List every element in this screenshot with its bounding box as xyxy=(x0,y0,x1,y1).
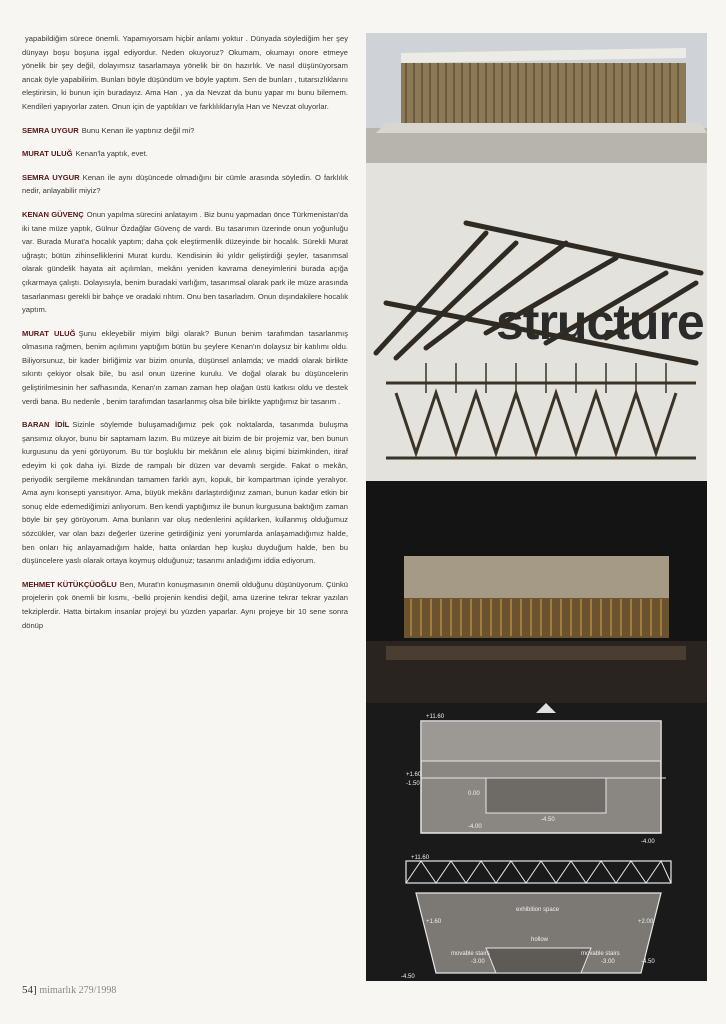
paragraph-text: yapabildiğim sürece önemli. Yapamıyorsam hiçbir anlamı yoktur . Dünyada söylediğim her şey dünyayı boşu boşuna işgal ediyordur. Neden okuyoruz? Okumam, okumayı onore etmeye yönelik bir şey değil, dolayımsız tasarlamaya yönelik bir ön hazırlık. Ve nasıl düşünüyorsam ancak öyle yapabilirim. Bunları böyle düşündüm ve böyle yaptım. Sen de bunları , tutarsızlıklarını eleştirirsin, ki bunun için buradayız. Ama Han , ya da Nevzat da bunu yapar mı bunu bilemem. Kendileri yapıyorlar zaten. Onun için de yaptıkları ve farklılıklarıyla Han ve Nevzat oluyorlar. xyxy=(22,34,348,111)
level-label: +2.00 xyxy=(638,919,654,925)
level-label: +11.60 xyxy=(411,855,430,861)
night-model-photo xyxy=(366,481,707,703)
speaker-name: BARAN İDİL xyxy=(22,420,70,430)
speaker-name: MURAT ULUĞ xyxy=(22,328,76,338)
paragraph xyxy=(22,124,348,138)
level-label: -3.00 xyxy=(601,959,615,965)
speaker-name: SEMRA UYGUR xyxy=(22,125,79,135)
paragraph xyxy=(22,327,348,409)
page-footer: 54] mimarlık 279/1998 xyxy=(22,984,117,996)
image-column xyxy=(366,33,707,981)
space-label: hollow xyxy=(531,937,549,943)
paragraph xyxy=(22,32,348,114)
level-label: -1.50 xyxy=(406,781,420,787)
model-photo xyxy=(366,33,707,163)
structure-drawing xyxy=(366,163,707,481)
level-label: -4.50 xyxy=(641,959,655,965)
speaker-name: KENAN GÜVENÇ xyxy=(22,209,84,219)
paragraph xyxy=(22,147,348,161)
paragraph-text: Bunu Kenan ile yaptınız değil mi? xyxy=(81,125,195,135)
level-label: -4.50 xyxy=(401,974,415,980)
level-label: -4.00 xyxy=(641,839,655,845)
speaker-name: SEMRA UYGUR xyxy=(22,172,80,182)
level-label: +1.60 xyxy=(426,919,442,925)
speaker-name: MEHMET KÜTÜKÇÜOĞLU xyxy=(22,579,117,589)
level-label: -3.00 xyxy=(471,959,485,965)
speaker-name: MURAT ULUĞ xyxy=(22,149,73,159)
paragraph-text: Onun yapılma sürecini anlatayım . Biz bunu yapmadan önce Türkmenistan'da iki tane müze yaptık, Gülnur Özdağlar Güvenç de vardı. Bu tasarımın üzerinde onun yoğunluğu var. Burada Murat'a hocalık yaptım; daha çok eleştirmenlik düzeyinde bir hocalık. Sürekli Murat uğraştı; bütün zihinselliklerini Murat kurdu. Kendisinin iki yıldır geliştirdiği şeyler, tasarımsal olarak gündelik hayata ait açılımları, mekânı yeniden kavrama deneyimlerini burada açığa çıkarmaya çalıştı. Dolayısıyla, benim buradaki varlığım, tasarımsal olarak park ile müze arasında tasarlanması gerekli bir bahçe ve oradaki rıhtım. Onu ben tasarladım. Onun dışındakilere hocalık yaptım. xyxy=(22,209,349,315)
level-label: 0.00 xyxy=(468,791,480,797)
paragraph xyxy=(22,171,348,198)
level-label: -4.50 xyxy=(541,817,555,823)
paragraph-text: Kenan'la yaptık, evet. xyxy=(75,149,148,159)
space-label: movable stairs xyxy=(581,951,620,957)
paragraph-text: Şunu ekleyebilir miyim bilgi olarak? Bunun benim tarafımdan tasarlanmış olmasına rağmen, benim açılımını yaptığım bütün bu şeylere Kenan'ın dolaysız bir katılımı oldu. Biliyorsunuz, bir kader birliğimiz var bizim onunla, düşünsel anlamda; ve maddi olarak birlikte sıkıntı çekiyor olsak bile, bu asıl onun üzerine kurulu. Ve doğal olarak bu düşüncelerin geliştirilmesinin her safhasında, Kenan'ın zaman zaman hep olağan üstü katkısı oldu ve destek verdi bana. Bu nedenle , benim tarafımdan tasarlanmış olsa bile birlikte yaptığımız bir tasarım . xyxy=(22,328,348,406)
article-text xyxy=(22,32,348,642)
level-label: +11.60 xyxy=(426,714,445,720)
page-number: 54 xyxy=(22,984,33,996)
paragraph-text: Ben, Murat'ın konuşmasının önemli olduğunu düşünüyorum. Çünkü projelerin çok önemli bir kısmı, -belki projenin kendisi değil, ama üzerine tekrar tekrar yazılan tekziplerdir. Hatta birtakım insanlar projeyi bu yüzden yaparlar. Aynı projeye bir 10 sene sonra dönüp xyxy=(22,579,348,630)
paragraph-text: Kenan ile aynı düşüncede olmadığını bir cümle arasında söyledin. O farklılık nedir, anlayabilir miyiz? xyxy=(22,172,348,196)
space-label: exhibition space xyxy=(516,907,560,913)
space-label: movable stairs xyxy=(451,951,490,957)
paragraph xyxy=(22,418,348,568)
paragraph xyxy=(22,208,348,317)
level-label: -4.00 xyxy=(468,824,482,830)
section-drawing-2 xyxy=(366,853,707,981)
magazine-issue: mimarlık 279/1998 xyxy=(39,985,117,996)
paragraph-text: Sizinle söylemde buluşamadığımız pek çok noktalarda, tasarımda buluşma şansımız oluyor, bunu bir saptamam lazım. Bu müzeye ait bizim de bir projemiz var, ben bunun kurgusunu da yeni görüyorum. Bu tür boşluklu bir mekânın ele alınış biçimi bizimkinden, itiraf edeyim ki çok daha iyi. Bizde de rampalı bir düzen var devamlı sergide. Fakat o mekân, periyodik sergileme mekânından tamamen farklı ayrı, kopuk, bir kompartman içinde yeralıyor. Ama aynı konsepti yansıtıyor. Ama, büyük mekânı darlaştırdığınız zaman, bunun kadar etkin bir sonuç elde edemediğimizi anlıyorum. Ben kendi yaptığımız ile bunun kurgusuna baktığım zaman böyle bir şey görüyorum. Ama bunların var oluş nedenlerini açıklarken, kullanmış olduğumuz sözcükler, var olan bazı değerler üzerine getirdiğiniz yeni yorumlarda anlaşamadığımız halde, ben onları hiç anlayamadığım halde, hatta onlardan hep kuşku duyduğum halde, ben bu düşüncelere yaslı olarak ortaya koymuş olduğunuz; tasarımı anladığımı iddia ediyorum. xyxy=(22,420,349,566)
paragraph xyxy=(22,578,348,632)
structure-label: structure xyxy=(496,294,704,350)
section-drawing-1 xyxy=(366,703,707,853)
level-label: +1.60 xyxy=(406,772,422,778)
